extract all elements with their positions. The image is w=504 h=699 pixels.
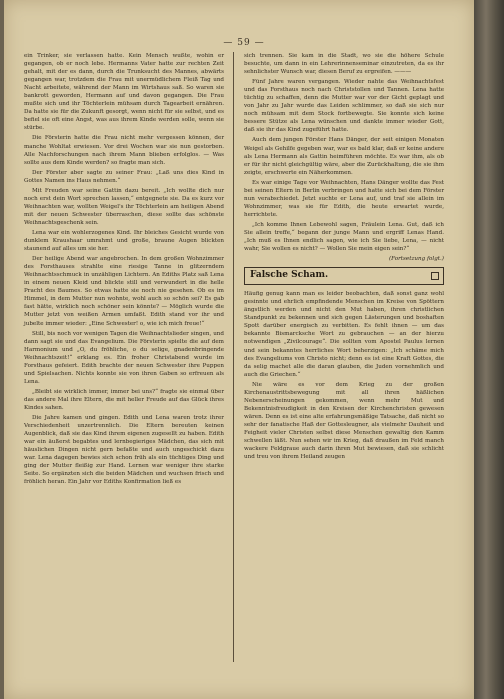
book-binding [474,0,504,699]
paragraph: Die Försterin hatte die Frau nicht mehr vergessen können, der manche Wohltat erwiesen. Vor drei Wochen war sie nun gestorben. Alle Nachforschungen nach ihrem Mann blieben erfolglos. — Was sollte aus dem Kinde werden? so fragte man sich. [24,135,224,166]
paragraph: Die Jahre kamen und gingen. Edith und Lena waren trotz ihrer Verschiedenheit unzertrennlich. Die Eltern bereuten keinen Augenblick, daß sie das Kind ihrem eigenen zugesellt zu haben. Edith war ein äußerst begabtes und lernbegieriges Mädchen, das sich mit häuslichen Dingen nicht gern befaßte und auch ungeschickt dazu war. Lena dagegen bewies sich schon früh als ein tüchtiges Ding und ging der Mutter fleißig zur Hand. Lernen war weniger ihre starke Seite. So ergänzten sich die beiden Mädchen und wuchsen frisch und fröhlich heran. Ein Jahr vor Ediths Konfirmation ließ es [24,415,224,486]
paragraph: Fünf Jahre waren vergangen. Wieder nahte das Weihnachtsfest und das Forsthaus noch nach Christstollen und Tannen. Lena hatte tüchtig zu schaffen, denn die Mutter war vor der Gicht geplagt und von Jahr zu Jahr wurde das Leiden schlimmer, so daß sie sich nur noch mühsam mit dem Stock fortbewegte. Sie konnte sich keine bessere Stütze als Lena wünschen und dankte immer wieder Gott, daß sie ihr das Kind zugeführt hatte. [244,79,444,134]
paragraph: ein Trinker, sie verlassen hatte. Kein Mensch wußte, wohin er gegangen, ob er noch lebe. Hermanns Vater hatte zur rechten Zeit gehalt, mit der es dann, durch die Trunksucht des Mannes, abwärts gegangen war, trotzdem die Frau mit unermüdlichem Fleiß Tag und Nacht arbeitete, während der Mann im Wirtshaus saß. So waren sie bankrott geworden, Hermann auf und davon gegangen. Die Frau mußte sich und ihr Töchterlein mühsam durch Tagearbeit ernähren. Da hatte sie für die Zukunft gesorgt, wenn nicht für sie selbst, und es befiel sie oft eine Angst, was aus ihrem Kinde werden solle, wenn sie stürbe. [24,53,224,132]
paragraph: Der Förster aber sagte zu seiner Frau: „Laß uns dies Kind in Gottes Namen ins Haus nehmen.“ [24,169,224,184]
paragraph: Häufig genug kann man es leider beobachten, daß sonst ganz wohl gesinnte und ehrlich empfindende Menschen im Kreise von Spöttern ängstlich werden und nicht den Mut haben, ihren christlichen Standpunkt zu bekennen und sich gegen Lästerungen und boshaften Spott darüber energisch zu verbitten. Es fehlt ihnen — um das bekannte Bismarcksche Wort zu gebrauchen — an der hierzu notwendigen „Zivilcourage“. Die sollten vom Apostel Paulus lernen und sein bekanntes herrliches Wort beherzigen: „Ich schäme mich des Evangeliums von Christo nicht; denn es ist eine Kraft Gottes, die da selig machet alle die daran glauben, die Juden vornehmlich und auch die Griechen.“ [244,291,444,378]
paragraph: Lena war ein wohlerzogenes Kind. Ihr bleiches Gesicht wurde von dunklem Kraushaar umrahmt und große, braune Augen blickten staunend auf alles um sie her. [24,229,224,253]
column-divider [233,52,234,662]
paragraph: „Bleibt sie wirklich immer, immer bei uns?“ fragte sie einmal über das andere Mal ihre Eltern, die mit heller Freude auf das Glück ihres Kindes sahen. [24,388,224,411]
paragraph: Still, bis noch vor wenigen Tagen die Weihnachtslieder singen, und dann sagt sie und das Evangelium. Die Försterin spielte die auf dem Harmonium und „O, du fröhliche, o du selige, gnadenbringende Weihnachtszeit!“ erklang es. Ein froher Christabend wurde im Forsthaus gefeiert. Edith brachte der neuen Schwester ihre Puppen und Spielsachen. Nichts konnte sie von ihren Gaben so erfreuen als Lena. [24,330,224,385]
paragraph: sich trennen. Sie kam in die Stadt, wo sie die höhere Schule besuchte, um dann in ein Lehrerinnenseminar einzutreten, da es ihr sehnlichster Wunsch war, diesen Beruf zu ergreifen. ——— [244,53,444,76]
paragraph: „Ich komme Ihnen Lebewohl sagen, Fräulein Lena. Gut, daß ich Sie allein treffe,“ begann der junge Mann und ergriff Lenas Hand. „Ich muß es Ihnen endlich sagen, wie ich Sie liebe, Lena, — nicht wahr, Sie wollen es nicht? — Wollen Sie mein eigen sein?“ [244,221,444,253]
paragraph: Mit Freuden war seine Gattin dazu bereit. „Ich wollte dich nur noch erst dein Wort sprechen lassen,“ entgegnete sie. Da es kurz vor Weihnachten war, wollten Weigel's ihr Töchterlein am heiligen Abend mit der neuen Schwester überraschen, diese sollte das schönste Weihnachtsgeschenk sein. [24,187,224,226]
paragraph: Nie wäre es vor dem Krieg zu der großen Kirchenaustrittsbewegung mit all ihren häßlichen Nebenerscheinungen gekommen, wenn mehr Mut und Bekenntnisfreudigkeit in den Kreisen der Kirchenchristen gewesen wären. Denn es ist eine alte erfahrungsmäßige Tatsache, daß nicht so sehr der fanatische Haß der Gottesleugner, als vielmehr Dauheit und Feigheit vieler Christen selbst diese Menschen gewaltig den Kamm schwellen läßt. Nun sehen wir im Krieg, daß draußen im Feld manch wackere Feldgraue auch darin ihren Mut bewiesen, daß sie schlicht und treu von ihrem Heiland zeugen [244,381,444,461]
paragraph: Auch dem jungen Förster Hans Dänger, der seit einigen Monaten Weigel als Gehilfe gegeben war, war es bald klar, daß er keine andere als Lena Hermann als Gattin heimführen möchte. Es war ihm, als ob er für ihr nicht gleichgültig wäre, aber die Zurückhaltung, die sie ihm zeigte, erschwerte ein Näherkommen. [244,137,444,176]
page-sheet [4,0,474,699]
paragraph: Der heilige Abend war angebrochen. In dem großen Wohnzimmer des Forsthauses strahlte eine riesige Tanne in glitzerndem Weihnachtsschmuck in unzähligen Lichtern. An Ediths Platz saß Lena in einem neuen Kleid und blickte still und verwundert in die helle Pracht des Baumes. So etwas hatte sie noch nie gesehen. Ob es im Himmel, in dem Mutter nun wohnte, wohl auch so schön sei? Es gab fast hätte, wirklich noch schöner sein könnte? — Möglich wurde die Mutter jetzt von weißen Armen umfaßt. Edith stand vor ihr und jubelte immer wieder: „Eine Schwester! o, wie ich mich freue!“ [24,256,224,327]
paragraph: Es war einige Tage vor Weihnachten, Hans Dänger wollte das Fest bei seinen Eltern in Berlin verbringen und hatte sich bei dem Förster nun verabschiedet. Jetzt suchte er Lena auf, und traf sie allein im Wohnzimmer, was sie für Edith, die heute erwartet wurde, herrichtete. [244,179,444,218]
section-title: Falsche Scham. [250,270,329,281]
continued-note: (Fortsetzung folgt.) [388,256,444,263]
ornament-square-icon [431,272,439,280]
page-number: — 59 — [223,38,265,48]
right-column [244,52,444,463]
section-heading-box [244,267,444,285]
left-column [24,52,224,488]
